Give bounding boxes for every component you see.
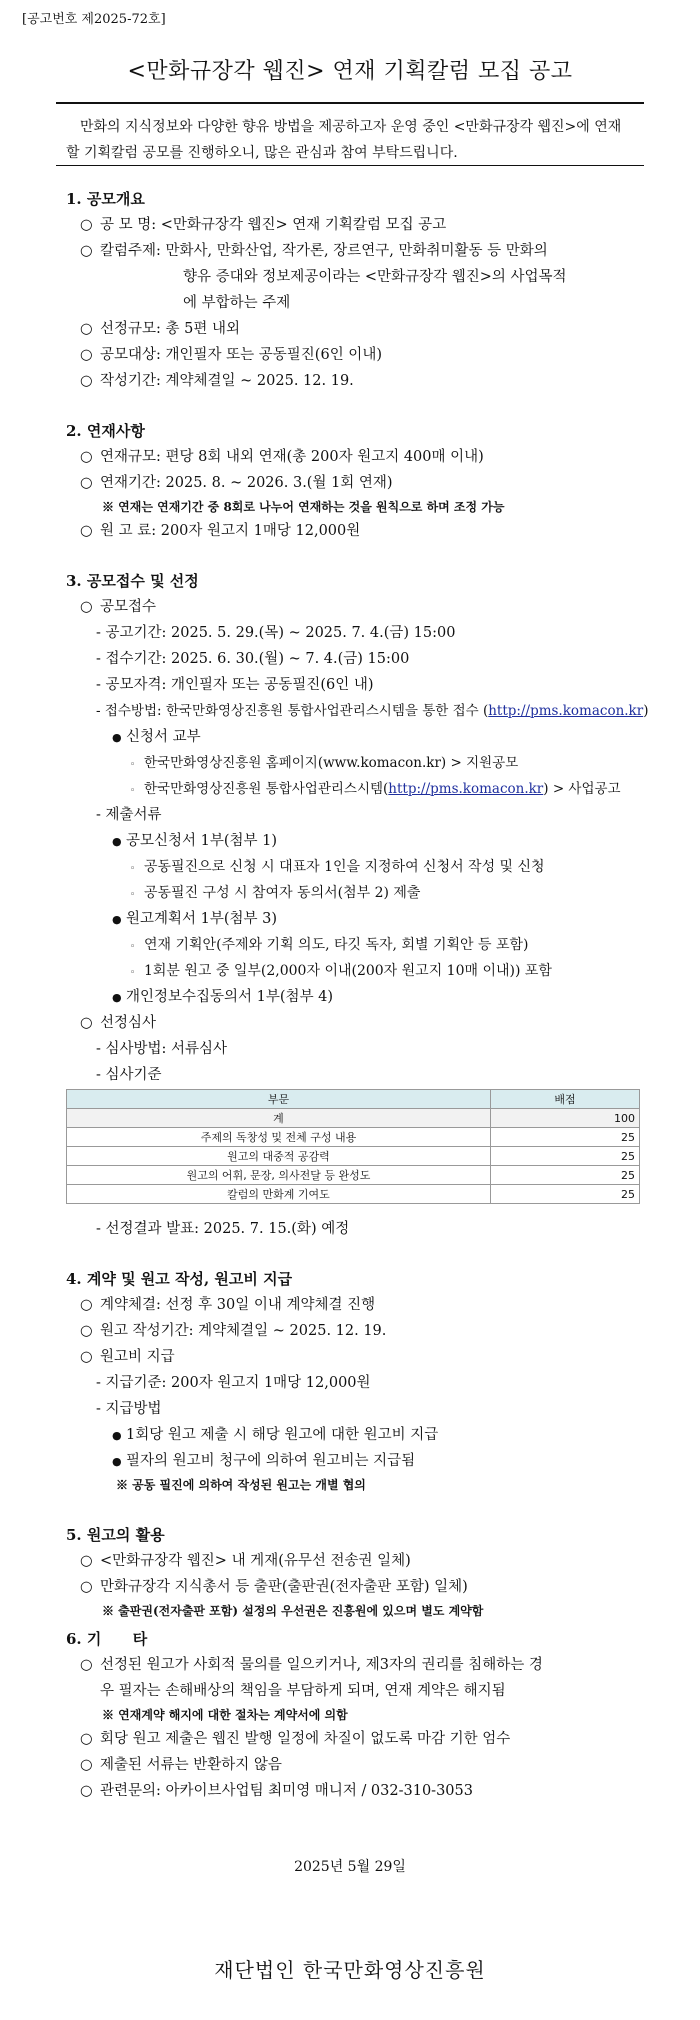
s4-pay-method-2: ● 필자의 원고비 청구에 의하여 원고비는 지급됨: [112, 1453, 416, 1469]
table-header-row: [67, 1090, 640, 1109]
s3-doc-2a: ◦ 연재 기획안(주제와 기획 의도, 타깃 독자, 회별 기획안 등 포함): [130, 937, 529, 953]
section-4-heading: 4. 계약 및 원고 작성, 원고비 지급: [66, 1270, 293, 1288]
s5-item-1: ○ <만화규장각 웹진> 내 게재(유무선 전송권 일체): [80, 1553, 411, 1569]
s5-item-2: ○ 만화규장각 지식총서 등 출판(출판권(전자출판 포함) 일체): [80, 1579, 468, 1595]
s4-item-3: ○ 원고비 지급: [80, 1349, 175, 1365]
s1-item-2: ○ 칼럼주제: 만화사, 만화산업, 작가론, 장르연구, 만화취미활동 등 만화의: [80, 243, 548, 259]
s3-form-issue-a: ◦ 한국만화영상진흥원 홈페이지(www.komacon.kr) > 지원공모: [130, 755, 519, 771]
s6-item-1: ○ 선정된 원고가 사회적 물의를 일으키거나, 제3자의 권리를 침해하는 경: [80, 1657, 543, 1673]
table-cell: 25: [491, 1166, 640, 1185]
s4-item-2: ○ 원고 작성기간: 계약체결일 ~ 2025. 12. 19.: [80, 1323, 387, 1339]
table-row-total: [67, 1109, 640, 1128]
section-2-heading: 2. 연재사항: [66, 422, 145, 440]
pms-link-2[interactable]: http://pms.komacon.kr: [388, 781, 544, 797]
s3-review-criteria: - 심사기준: [96, 1067, 162, 1083]
section-3-heading: 3. 공모접수 및 선정: [66, 572, 199, 590]
s3-form-issue: ● 신청서 교부: [112, 729, 201, 745]
s3-doc-2: ● 원고계획서 1부(첨부 3): [112, 911, 278, 927]
s6-item-2: ○ 회당 원고 제출은 웹진 발행 일정에 차질이 없도록 마감 기한 엄수: [80, 1731, 511, 1747]
s1-item-3: ○ 선정규모: 총 5편 내외: [80, 321, 240, 337]
table-cell: 25: [491, 1128, 640, 1147]
s4-note: ※ 공동 필진에 의하여 작성된 원고는 개별 협의: [116, 1478, 366, 1492]
table-cell: 25: [491, 1147, 640, 1166]
table-row: [67, 1128, 640, 1147]
table-cell: 계: [67, 1109, 491, 1128]
table-cell: 100: [491, 1109, 640, 1128]
intro-box: [56, 102, 644, 166]
s3-review-method: - 심사방법: 서류심사: [96, 1041, 228, 1057]
s4-pay-basis: - 지급기준: 200자 원고지 1매당 12,000원: [96, 1375, 371, 1391]
s3-apply: ○ 공모접수: [80, 599, 157, 615]
notice-number: [공고번호 제2025-72호]: [22, 12, 166, 27]
s6-item-4: ○ 관련문의: 아카이브사업팀 최미영 매니저 / 032-310-3053: [80, 1783, 473, 1799]
notice-date: 2025년 5월 29일: [294, 1859, 406, 1875]
table-row: [67, 1147, 640, 1166]
s2-item-2: ○ 연재기간: 2025. 8. ~ 2026. 3.(월 1회 연재): [80, 475, 393, 491]
pms-link[interactable]: http://pms.komacon.kr: [488, 703, 644, 719]
s3-doc-2b: ◦ 1회분 원고 중 일부(2,000자 이내(200자 원고지 10매 이내)) 포함: [130, 963, 552, 979]
table-row: [67, 1166, 640, 1185]
s1-item-4: ○ 공모대상: 개인필자 또는 공동필진(6인 이내): [80, 347, 382, 363]
section-5-heading: 5. 원고의 활용: [66, 1526, 165, 1544]
s3-form-issue-b: ◦ 한국만화영상진흥원 통합사업관리스시템(http://pms.komacon.kr) > 사업공고: [130, 781, 621, 797]
s1-item-5: ○ 작성기간: 계약체결일 ~ 2025. 12. 19.: [80, 373, 354, 389]
s3-result-announce: - 선정결과 발표: 2025. 7. 15.(화) 예정: [96, 1221, 350, 1237]
s3-doc-1: ● 공모신청서 1부(첨부 1): [112, 833, 278, 849]
s3-review: ○ 선정심사: [80, 1015, 157, 1031]
page-title: <만화규장각 웹진> 연재 기획칼럼 모집 공고: [127, 59, 573, 84]
s3-doc-1b: ◦ 공동필진 구성 시 참여자 동의서(첨부 2) 제출: [130, 885, 421, 901]
section-1-heading: 1. 공모개요: [66, 190, 145, 208]
s4-pay-method: - 지급방법: [96, 1401, 162, 1417]
s1-item-2-cont: 향유 증대와 정보제공이라는 <만화규장각 웹진>의 사업목적: [183, 269, 567, 285]
table-cell: 25: [491, 1185, 640, 1204]
s3-doc-1a: ◦ 공동필진으로 신청 시 대표자 1인을 지정하여 신청서 작성 및 신청: [130, 859, 545, 875]
s1-item-1: ○ 공 모 명: <만화규장각 웹진> 연재 기획칼럼 모집 공고: [80, 217, 447, 233]
s6-item-1-cont: 우 필자는 손해배상의 책임을 부담하게 되며, 연재 계약은 해지됨: [100, 1683, 506, 1699]
s3-doc-3: ● 개인정보수집동의서 1부(첨부 4): [112, 989, 334, 1005]
s4-item-1: ○ 계약체결: 선정 후 30일 이내 계약체결 진행: [80, 1297, 376, 1313]
table-header: 부문: [67, 1090, 491, 1109]
s6-note: ※ 연재계약 해지에 대한 절차는 계약서에 의함: [102, 1708, 348, 1722]
s2-item-1: ○ 연재규모: 편당 8회 내외 연재(총 200자 원고지 400매 이내): [80, 449, 484, 465]
s2-item-3: ○ 원 고 료: 200자 원고지 1매당 12,000원: [80, 523, 361, 539]
score-table: [66, 1089, 640, 1204]
intro-line-1: 만화의 지식정보와 다양한 향유 방법을 제공하고자 운영 중인 <만화규장각 웹진>에 연재: [80, 119, 622, 135]
s4-pay-method-1: ● 1회당 원고 제출 시 해당 원고에 대한 원고비 지급: [112, 1427, 439, 1443]
table-cell: 주제의 독창성 및 전체 구성 내용: [67, 1128, 491, 1147]
s1-item-2-cont2: 에 부합하는 주제: [183, 295, 291, 311]
table-cell: 칼럼의 만화계 기여도: [67, 1185, 491, 1204]
table-cell: 원고의 대중적 공감력: [67, 1147, 491, 1166]
table-cell: 원고의 어휘, 문장, 의사전달 등 완성도: [67, 1166, 491, 1185]
s3-eligibility: - 공모자격: 개인필자 또는 공동필진(6인 내): [96, 677, 374, 693]
s6-item-3: ○ 제출된 서류는 반환하지 않음: [80, 1757, 282, 1773]
intro-line-2: 할 기획칼럼 공모를 진행하오니, 많은 관심과 참여 부탁드립니다.: [66, 145, 458, 161]
s3-documents: - 제출서류: [96, 807, 162, 823]
s3-method: - 접수방법: 한국만화영상진흥원 통합사업관리스시템을 통한 접수 (http://pms.komacon.kr): [96, 703, 649, 719]
organization-name: 재단법인 한국만화영상진흥원: [214, 1958, 486, 1982]
s3-apply-period: - 공고기간: 2025. 5. 29.(목) ~ 2025. 7. 4.(금) 15:00: [96, 625, 456, 641]
table-row: [67, 1185, 640, 1204]
s2-note: ※ 연재는 연재기간 중 8회로 나누어 연재하는 것을 원칙으로 하며 조정 가능: [102, 500, 505, 514]
table-header: 배점: [491, 1090, 640, 1109]
s3-receive-period: - 접수기간: 2025. 6. 30.(월) ~ 7. 4.(금) 15:00: [96, 651, 410, 667]
section-6-heading: 6. 기 타: [66, 1630, 148, 1648]
s5-note: ※ 출판권(전자출판 포함) 설정의 우선권은 진흥원에 있으며 별도 계약함: [102, 1604, 484, 1618]
